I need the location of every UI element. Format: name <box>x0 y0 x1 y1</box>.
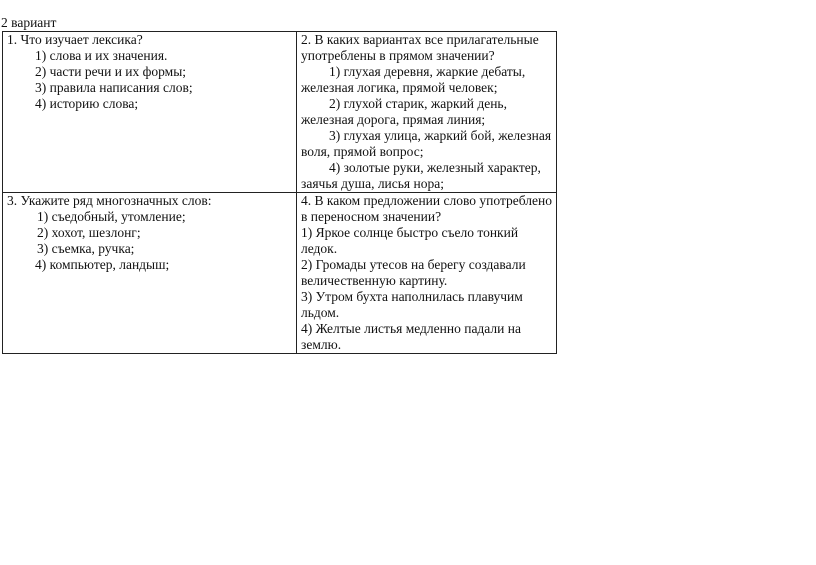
question-text: 2. В каких вариантах все прилагательные употреблены в прямом значении? <box>301 32 539 63</box>
question-cell-3 <box>3 193 297 354</box>
answer-option: 1) Яркое солнце быстро съело тонкий ледок. <box>301 225 519 256</box>
table-row <box>3 193 557 354</box>
table-row <box>3 32 557 193</box>
answer-option: 1) слова и их значения. <box>35 48 168 63</box>
question-text: 3. Укажите ряд многозначных слов: <box>7 193 212 208</box>
questions-table <box>2 31 557 354</box>
question-cell-4 <box>297 193 557 354</box>
answer-option: 3) глухая улица, жаркий бой, железная воля, прямой вопрос; <box>301 128 552 159</box>
question-cell-1 <box>3 32 297 193</box>
answer-option: 3) правила написания слов; <box>35 80 193 95</box>
answer-option: 4) Желтые листья медленно падали на землю. <box>301 321 521 352</box>
answer-option: 4) компьютер, ландыш; <box>35 257 170 272</box>
answer-option: 4) историю слова; <box>35 96 139 111</box>
answer-option: 2) глухой старик, жаркий день, железная дорога, прямая линия; <box>301 96 507 127</box>
answer-option: 2) части речи и их формы; <box>35 64 187 79</box>
answer-option: 1) глухая деревня, жаркие дебаты, железная логика, прямой человек; <box>301 64 526 95</box>
answer-option: 3) съемка, ручка; <box>37 241 135 256</box>
question-text: 4. В каком предложении слово употреблено в переносном значении? <box>301 193 552 224</box>
answer-option: 3) Утром бухта наполнилась плавучим льдом. <box>301 289 523 320</box>
variant-title: 2 вариант <box>1 15 57 30</box>
question-text: 1. Что изучает лексика? <box>7 32 143 47</box>
answer-option: 2) хохот, шезлонг; <box>37 225 141 240</box>
answer-option: 1) съедобный, утомление; <box>37 209 186 224</box>
question-cell-2 <box>297 32 557 193</box>
answer-option: 4) золотые руки, железный характер, заячья душа, лисья нора; <box>301 160 541 191</box>
answer-option: 2) Громады утесов на берегу создавали величественную картину. <box>301 257 526 288</box>
